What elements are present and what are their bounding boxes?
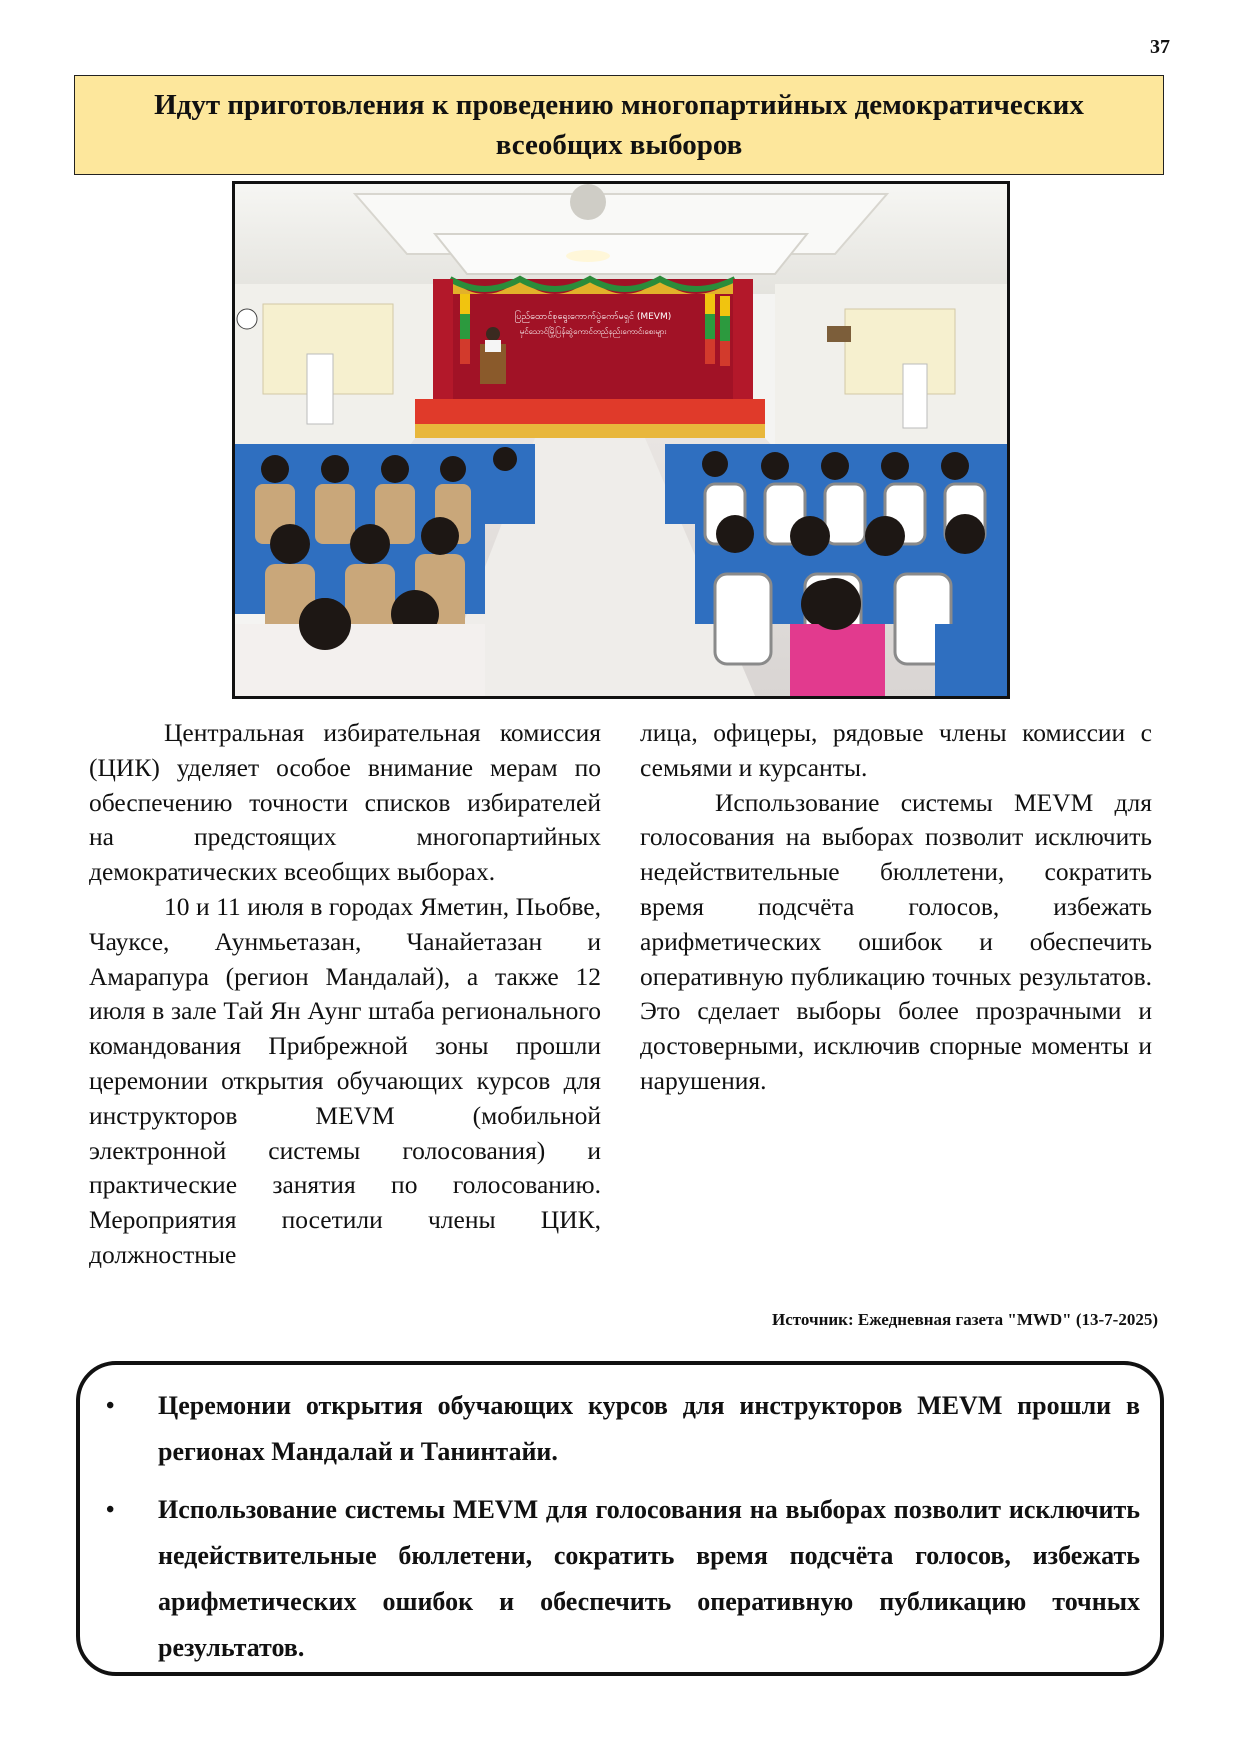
article-paragraph: Использование системы MEVM для голосования на выборах позволит исключить недействительные бюллетени, сократить время подсчёта голосов, избежать арифметических ошибок и обеспечить оперативную публикацию точных результатов. Это сделает выборы более прозрачными и достоверными, исключив спорные моменты и нарушения. [640,787,1152,1095]
event-photo [232,181,1010,699]
article-paragraph: лица, офицеры, рядовые члены комиссии с семьями и курсанты. [640,718,1152,782]
banner-line-2: မှင်သောင်မြို့ပြန်ဆွဲကောင်တည်နည်းကောင်းစေးများ [519,327,667,336]
banner-line-1: ပြည်ထောင်စုရွေးကောက်ပွဲကော်မရှင် (MEVM) [514,312,672,322]
summary-bullet: • Использование системы MEVM для голосования на выборах позволит исключить недействительные бюллетени, сократить время подсчёта голосов, избежать арифметических ошибок и обеспечить оперативную публикацию точных результатов. [136,1487,1140,1671]
headline-box [74,75,1164,175]
article-column-right [640,716,1152,1099]
page-number: 37 [1150,36,1170,58]
summary-list [136,1383,1140,1671]
photo-illustration [235,184,1007,696]
article-column-left [89,716,601,1273]
article-paragraph: 10 и 11 июля в городах Яметин, Пьобве, Чауксе, Аунмьетазан, Чанайетазан и Амарапура (регион Мандалай), а также 12 июля в зале Тай Ян Аунг штаба регионального командования Прибрежной зоны прошли церемонии открытия обучающих курсов для инструкторов MEVM (мобильной электронной системы голосования) и практические занятия по голосованию. Мероприятия посетили члены ЦИК, должностные [89,891,601,1269]
article-paragraph: Центральная избирательная комиссия (ЦИК) уделяет особое внимание мерам по обеспечению точности списков избирателей на предстоящих многопартийных демократических всеобщих выборах. [89,718,601,887]
summary-bullet: • Церемонии открытия обучающих курсов для инструкторов MEVM прошли в регионах Мандалай и Танинтайи. [136,1383,1140,1475]
headline: Идут приготовления к проведению многопартийных демократических всеобщих выборов [154,89,1084,161]
source-citation: Источник: Ежедневная газета "MWD" (13-7-2025) [772,1310,1158,1329]
summary-box [76,1361,1164,1676]
